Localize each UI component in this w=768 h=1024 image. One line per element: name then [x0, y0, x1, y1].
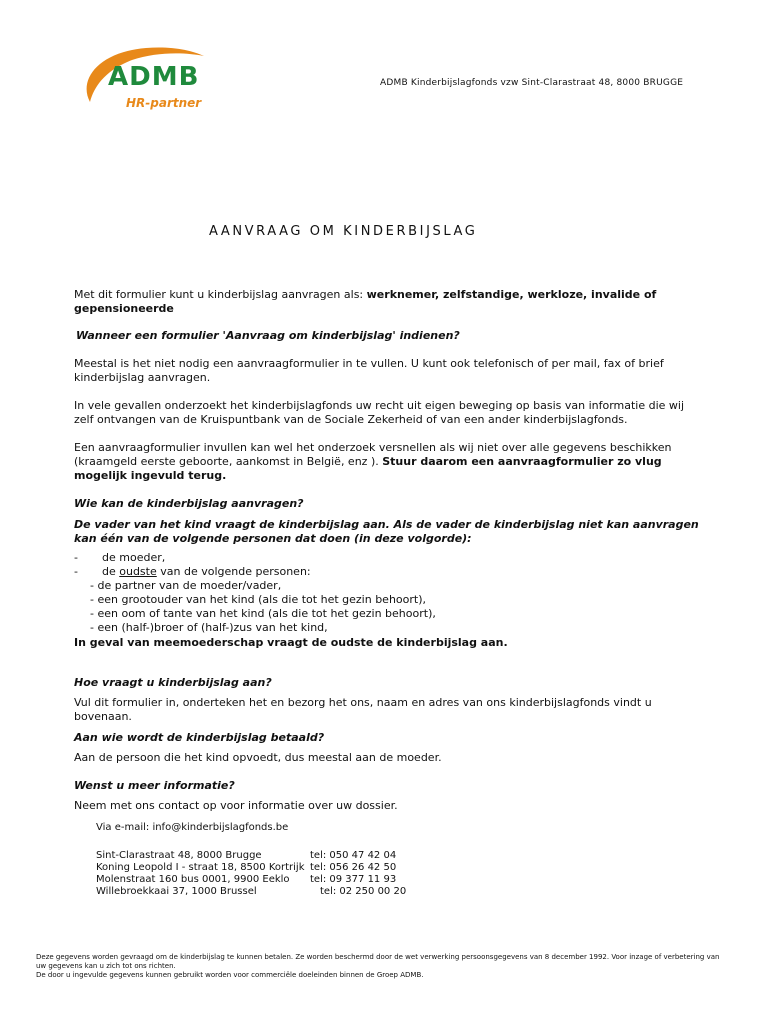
document-title: AANVRAAG OM KINDERBIJSLAG — [209, 224, 478, 239]
logo-wordmark: ADMB — [108, 62, 200, 92]
heading-wenst: Wenst u meer informatie? — [74, 779, 235, 792]
person-list — [74, 551, 674, 635]
privacy-footer — [36, 953, 726, 980]
intro-text: Met dit formulier kunt u kinderbijslag aanvragen als: — [74, 288, 364, 301]
heading-wie: Wie kan de kinderbijslag aanvragen? — [74, 497, 304, 510]
office-tel: tel: 02 250 00 20 — [320, 886, 407, 897]
paragraph-aanvraagformulier-bold: Stuur daarom een aanvraagformulier zo vlug mogelijk ingevuld terug. — [74, 455, 662, 482]
underlined-oudste: oudste — [119, 565, 157, 578]
paragraph-aanvraagformulier — [74, 441, 704, 483]
heading-wanneer: Wanneer een formulier 'Aanvraag om kinderbijslag' indienen? — [76, 329, 460, 342]
header-address: ADMB Kinderbijslagfonds vzw Sint-Clarastraat 48, 8000 BRUGGE — [380, 78, 684, 88]
list-item: - de moeder, — [74, 551, 166, 564]
admb-logo — [76, 40, 216, 120]
paragraph-onderzoek: In vele gevallen onderzoekt het kinderbijslagfonds uw recht uit eigen beweging op basis van informatie die wij zelf ontvangen van de Kruispuntbank van de Sociale Zekerheid of van een ander kinderbijslagfonds. — [74, 399, 685, 426]
list-item: - de oudste van de volgende personen: — [74, 565, 311, 578]
paragraph-wenst: Neem met ons contact op voor informatie over uw dossier. — [74, 799, 398, 812]
footer-line-1: Deze gegevens worden gevraagd om de kinderbijslag te kunnen betalen. Ze worden beschermd door de wet verwerking persoonsgegevens van 8 december 1992. Voor inzage of verbetering van uw gegevens kan u zich tot ons richten. — [36, 953, 720, 970]
office-tel: tel: 056 26 42 50 — [310, 862, 397, 873]
paragraph-hoe: Vul dit formulier in, onderteken het en bezorg het ons, naam en adres van ons kinderbijslagfonds vindt u bovenaan. — [74, 696, 652, 723]
meemoeder-note: In geval van meemoederschap vraagt de oudste de kinderbijslag aan. — [74, 636, 508, 649]
footer-line-2: De door u ingevulde gegevens kunnen gebruikt worden voor commerciële doeleinden binnen de Groep ADMB. — [36, 971, 424, 979]
intro-paragraph — [74, 288, 674, 316]
office-address: Molenstraat 160 bus 0001, 9900 Eeklo — [96, 874, 290, 885]
contact-email: Via e-mail: info@kinderbijslagfonds.be — [96, 822, 289, 833]
sub-list-item: - een (half-)broer of (half-)zus van het kind, — [90, 621, 328, 634]
office-tel: tel: 050 47 42 04 — [310, 850, 397, 861]
logo-subtitle: HR-partner — [126, 96, 202, 110]
office-tel: tel: 09 377 11 93 — [310, 874, 397, 885]
subheading-vader: De vader van het kind vraagt de kinderbijslag aan. Als de vader de kinderbijslag niet kan aanvragen kan één van de volgende personen dat doen (in deze volgorde): — [74, 518, 699, 545]
sub-list-item: - een oom of tante van het kind (als die tot het gezin behoort), — [90, 607, 436, 620]
paragraph-aan-wie: Aan de persoon die het kind opvoedt, dus meestal aan de moeder. — [74, 751, 442, 764]
paragraph-meestal: Meestal is het niet nodig een aanvraagformulier in te vullen. U kunt ook telefonisch of per mail, fax of brief kinderbijslag aanvragen. — [74, 357, 664, 384]
office-address: Koning Leopold I - straat 18, 8500 Kortrijk — [96, 862, 305, 873]
office-address: Willebroekkaai 37, 1000 Brussel — [96, 886, 257, 897]
paragraph-aanvraagformulier-text: Een aanvraagformulier invullen kan wel het onderzoek versnellen als wij niet over alle gegevens beschikken (kraamgeld eerste geboorte, aankomst in België, enz ). — [74, 441, 672, 468]
sub-list-item: - een grootouder van het kind (als die tot het gezin behoort), — [90, 593, 426, 606]
intro-bold: werknemer, zelfstandige, werkloze, invalide of gepensioneerde — [74, 288, 657, 315]
heading-hoe: Hoe vraagt u kinderbijslag aan? — [74, 676, 272, 689]
office-address: Sint-Clarastraat 48, 8000 Brugge — [96, 850, 262, 861]
heading-aan-wie: Aan wie wordt de kinderbijslag betaald? — [74, 731, 325, 744]
sub-list-item: - de partner van de moeder/vader, — [90, 579, 282, 592]
